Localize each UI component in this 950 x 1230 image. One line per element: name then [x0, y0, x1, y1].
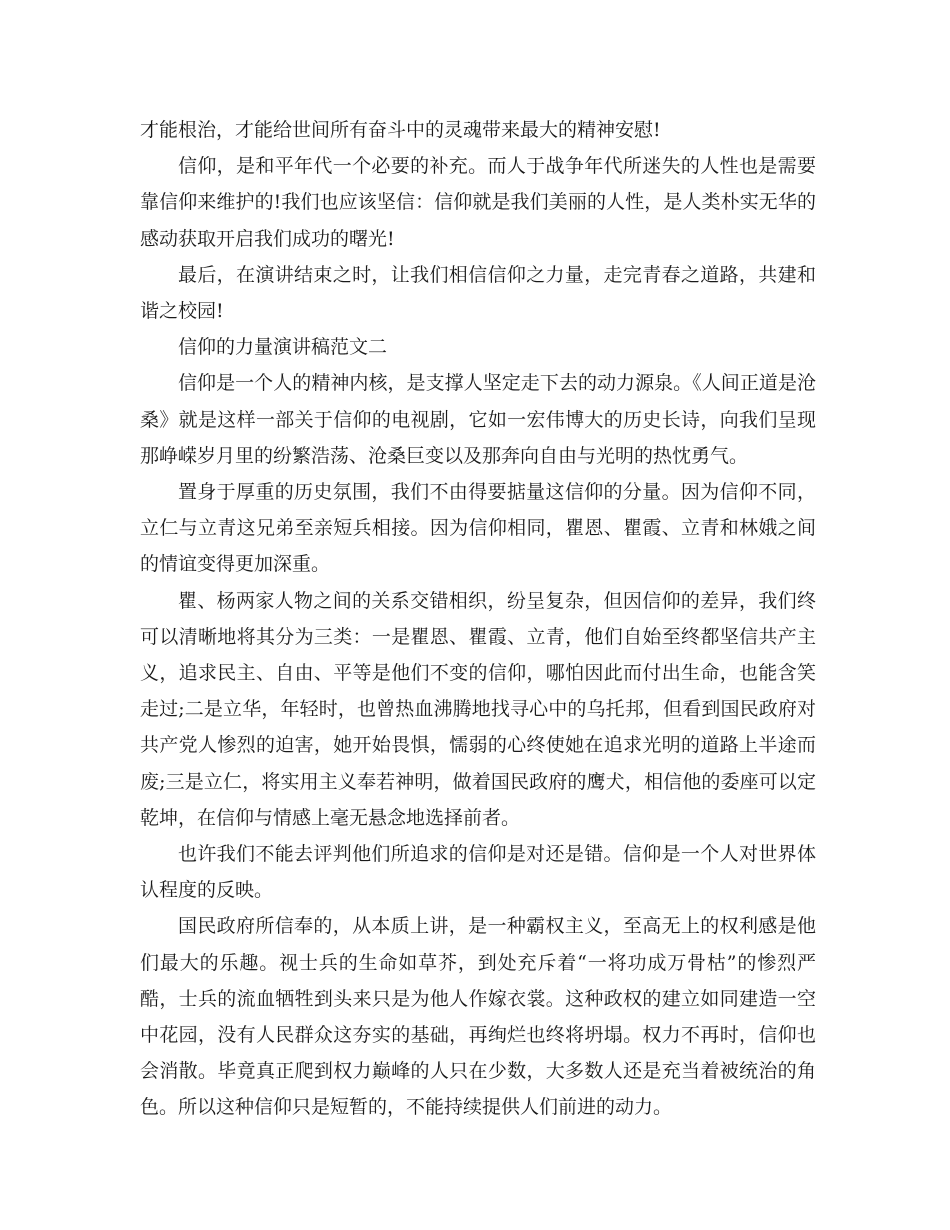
paragraph-1: 才能根治，才能给世间所有奋斗中的灵魂带来最大的精神安慰! — [140, 119, 661, 141]
document-body — [140, 112, 816, 1126]
paragraph-3: 最后，在演讲结束之时，让我们相信信仰之力量，走完青春之道路，共建和谐之校园! — [140, 263, 816, 323]
section-heading: 信仰的力量演讲稿范文二 — [178, 336, 388, 359]
paragraph-9: 国民政府所信奉的，从本质上讲，是一种霸权主义，至高无上的权利感是他们最大的乐趣。视士兵的生命如草芥，到处充斥着“一将功成万骨枯”的惨烈严酷，士兵的流血牺牲到头来只是为他人作嫁衣裳。这种政权的建立如同建造一空中花园，没有人民群众这夯实的基础，再绚烂也终将坍塌。权力不再时，信仰也会消散。毕竟真正爬到权力巅峰的人只在少数，大多数人还是充当着被统治的角色。所以这种信仰只是短暂的，不能持续提供人们前进的动力。 — [140, 915, 816, 1119]
paragraph-5: 信仰是一个人的精神内核，是支撑人坚定走下去的动力源泉。《人间正道是沧桑》就是这样一部关于信仰的电视剧，它如一宏伟博大的历史长诗，向我们呈现那峥嵘岁月里的纷繁浩荡、沧桑巨变以及那奔向自由与光明的热忱勇气。 — [140, 372, 816, 467]
paragraph-7: 瞿、杨两家人物之间的关系交错相织，纷呈复杂，但因信仰的差异，我们终可以清晰地将其分为三类：一是瞿恩、瞿霞、立青，他们自始至终都坚信共产主义，追求民主、自由、平等是他们不变的信仰，哪怕因此而付出生命，也能含笑走过;二是立华，年轻时，也曾热血沸腾地找寻心中的乌托邦，但看到国民政府对共产党人惨烈的迫害，她开始畏惧，懦弱的心终使她在追求光明的道路上半途而废;三是立仁，将实用主义奉若神明，做着国民政府的鹰犬，相信他的委座可以定乾坤，在信仰与情感上毫无悬念地选择前者。 — [140, 589, 816, 829]
paragraph-2: 信仰，是和平年代一个必要的补充。而人于战争年代所迷失的人性也是需要靠信仰来维护的!我们也应该坚信：信仰就是我们美丽的人性，是人类朴实无华的感动获取开启我们成功的曙光! — [140, 155, 816, 250]
paragraph-6: 置身于厚重的历史氛围，我们不由得要掂量这信仰的分量。因为信仰不同，立仁与立青这兄弟至亲短兵相接。因为信仰相同，瞿恩、瞿霞、立青和林娥之间的情谊变得更加深重。 — [140, 481, 816, 576]
paragraph-8: 也许我们不能去评判他们所追求的信仰是对还是错。信仰是一个人对世界体认程度的反映。 — [140, 843, 816, 902]
